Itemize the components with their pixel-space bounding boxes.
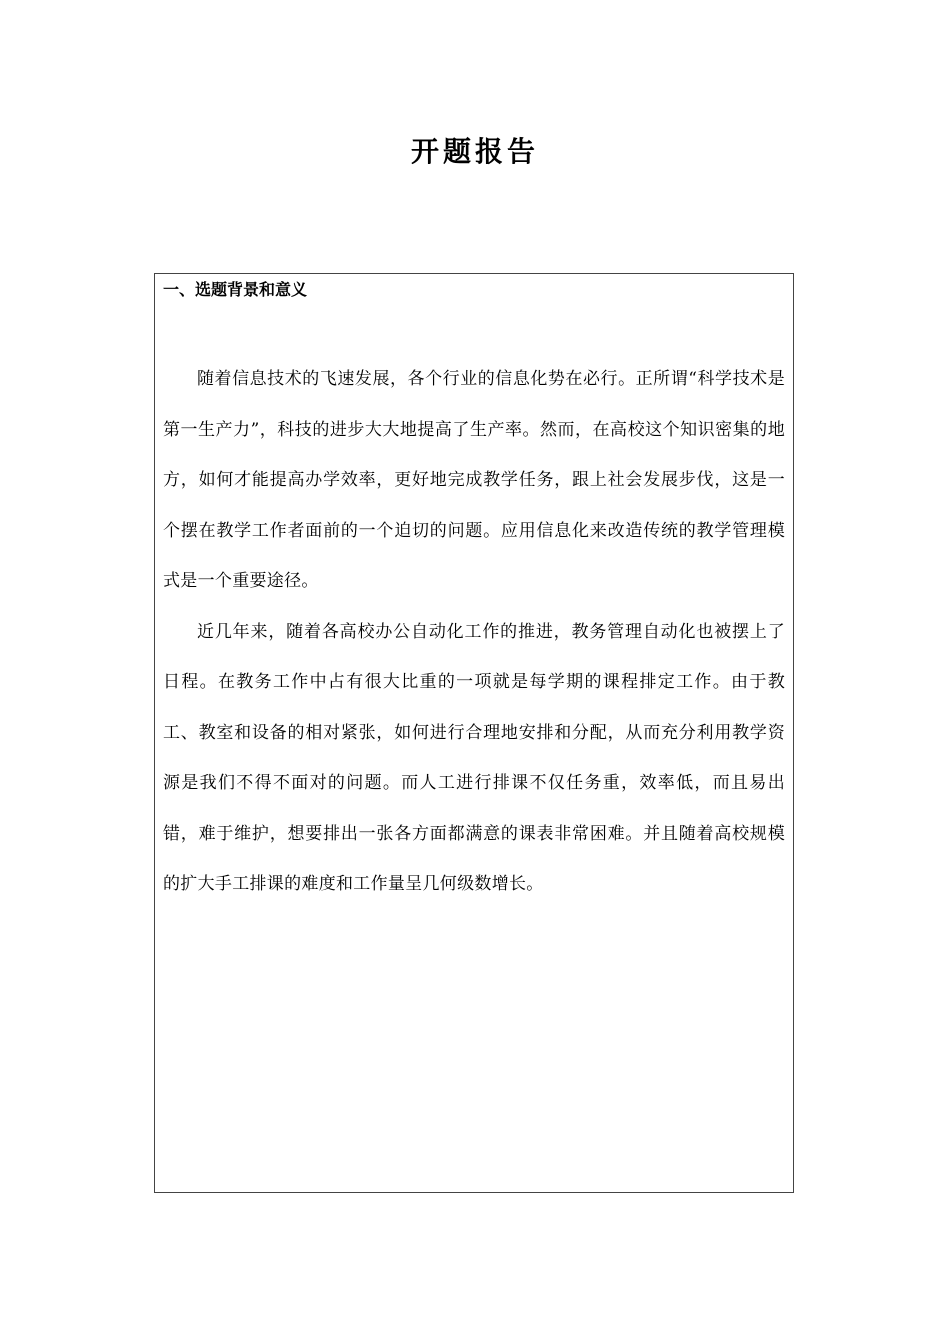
report-section-box <box>154 273 794 1193</box>
page-title: 开题报告 <box>410 135 539 168</box>
paragraph-2: 近几年来，随着各高校办公自动化工作的推进，教务管理自动化也被摆上了日程。在教务工作中占有很大比重的一项就是每学期的课程排定工作。由于教工、教室和设备的相对紧张，如何进行合理地安排和分配，从而充分利用教学资源是我们不得不面对的问题。而人工进行排课不仅任务重，效率低，而且易出错，难于维护，想要排出一张各方面都满意的课表非常困难。并且随着高校规模的扩大手工排课的难度和工作量呈几何级数增长。 <box>163 621 785 894</box>
paragraph-1: 随着信息技术的飞速发展，各个行业的信息化势在必行。正所谓“科学技术是第一生产力”，科技的进步大大地提高了生产率。然而，在高校这个知识密集的地方，如何才能提高办学效率，更好地完成教学任务，跟上社会发展步伐，这是一个摆在教学工作者面前的一个迫切的问题。应用信息化来改造传统的教学管理模式是一个重要途径。 <box>163 369 785 591</box>
section-heading: 一、选题背景和意义 <box>163 280 308 299</box>
section-body <box>163 354 785 910</box>
